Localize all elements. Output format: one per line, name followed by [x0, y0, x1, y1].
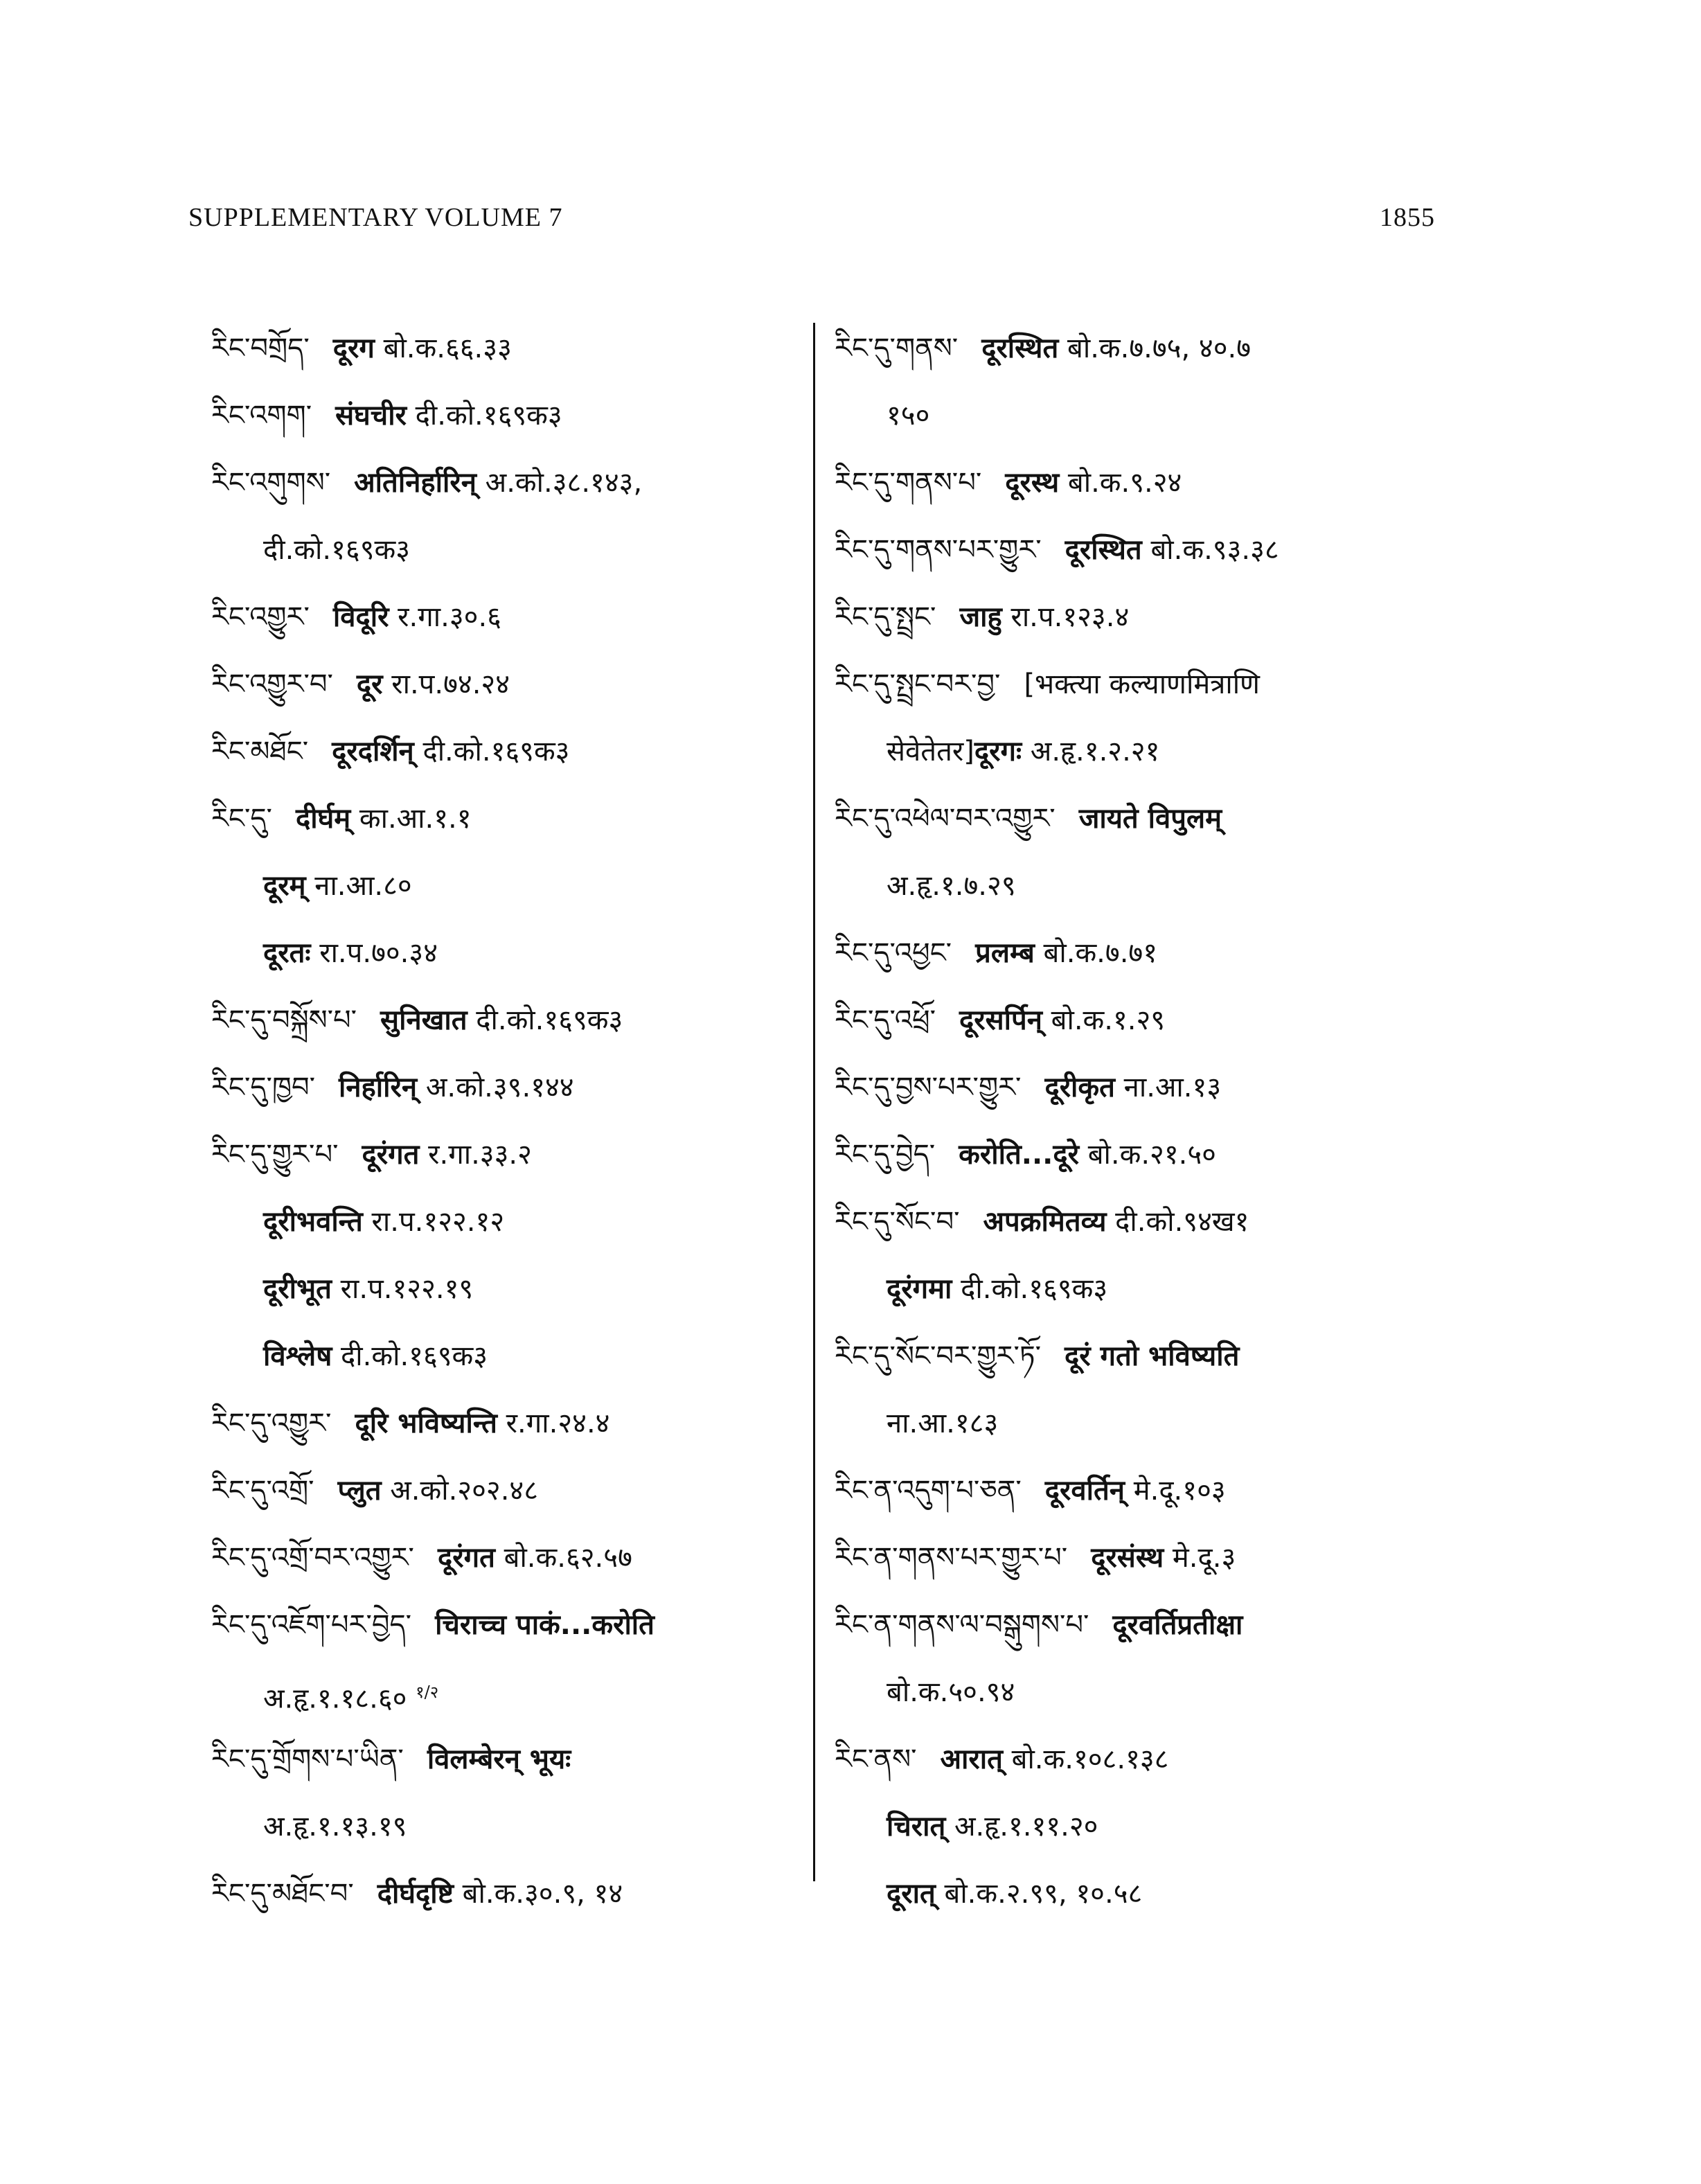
- source-reference: अ.हृ.१.२.२१: [1030, 736, 1160, 767]
- tibetan-headword: རིང་འགྱུར་: [211, 601, 310, 633]
- tibetan-headword: རིང་དུ་ཁྱབ་: [211, 1072, 315, 1103]
- tibetan-headword: རིང་ན་གནས་ལ་བསྒུགས་པ་: [835, 1609, 1089, 1641]
- source-reference: बो.क.२१.५०: [1087, 1139, 1216, 1171]
- tibetan-headword: རིང་དུ་གྲོགས་པ་ཡིན་: [211, 1743, 404, 1775]
- right-column: [835, 315, 1444, 1928]
- source-reference: मे.दू.१०३: [1133, 1475, 1226, 1507]
- tibetan-headword: རིང་དུ་འགྲོ་: [211, 1475, 314, 1507]
- reference-prefix: सेवेतेतर]: [887, 736, 974, 767]
- tibetan-headword: རིང་ན་གནས་པར་གྱུར་པ་: [835, 1542, 1068, 1574]
- source-reference: दी.को.१६९क३: [961, 1273, 1108, 1305]
- source-reference: ना.आ.८०: [314, 870, 412, 902]
- dictionary-entry: [835, 1457, 1444, 1525]
- dictionary-entry: [835, 1726, 1444, 1793]
- dictionary-entry: [835, 315, 1444, 382]
- running-title: SUPPLEMENTARY VOLUME 7: [188, 203, 563, 232]
- sanskrit-equivalent: विश्लेष: [263, 1340, 332, 1372]
- tibetan-headword: རིང་དུ་འཕྲོ་: [835, 1004, 936, 1036]
- sanskrit-equivalent: आरात्: [940, 1743, 1003, 1775]
- sanskrit-equivalent: दीर्घदृष्टि: [377, 1878, 454, 1910]
- sanskrit-equivalent: दूरस्थित: [1065, 534, 1142, 566]
- dictionary-entry: [835, 517, 1444, 584]
- source-reference: दी.को.१६९क३: [415, 400, 562, 432]
- tibetan-headword: རིང་དུ་བྱས་པར་གྱུར་: [835, 1072, 1022, 1103]
- source-reference: अ.हृ.१.७.२९: [887, 870, 1016, 902]
- dictionary-entry: [835, 785, 1444, 853]
- sanskrit-equivalent: दूरवर्तिप्रतीक्षा: [1112, 1609, 1243, 1641]
- sanskrit-equivalent: दूरसंस्थ: [1091, 1542, 1164, 1574]
- dictionary-entry: [835, 1189, 1444, 1256]
- source-reference: १५०: [887, 400, 930, 432]
- source-reference: रा.प.१२३.४: [1010, 601, 1130, 633]
- source-reference: रा.प.१२२.१२: [371, 1206, 505, 1238]
- source-reference: दी.को.१६९क३: [263, 534, 411, 566]
- dictionary-entry: [835, 1121, 1444, 1189]
- sanskrit-equivalent: दूरग: [332, 332, 375, 364]
- sanskrit-equivalent: संघचीर: [335, 400, 407, 432]
- source-reference: बो.क.६६.३३: [383, 332, 512, 364]
- sanskrit-equivalent: दूरस्थ: [1005, 467, 1060, 499]
- sanskrit-equivalent: अतिनिर्हारिन्: [354, 467, 477, 499]
- source-reference: अ.को.३८.१४३,: [485, 467, 643, 499]
- dictionary-entry: [835, 718, 1444, 785]
- dictionary-entry: [835, 1323, 1444, 1390]
- source-reference: रा.प.७४.२४: [391, 668, 510, 700]
- tibetan-headword: རིང་དུ་སྤྲང་བར་བྱ་: [835, 668, 1001, 700]
- source-reference: बो.क.३०.९, १४: [462, 1878, 623, 1910]
- source-reference: बो.क.५०.९४: [887, 1676, 1015, 1708]
- sanskrit-equivalent: दूरं गतो भविष्यति: [1065, 1340, 1240, 1372]
- tibetan-headword: རིང་དུ་མཐོང་བ་: [211, 1878, 354, 1910]
- source-reference: अ.को.२०२.४८: [390, 1475, 539, 1507]
- source-reference: दी.को.१६९क३: [422, 736, 570, 767]
- sanskrit-equivalent: दूरात्: [887, 1878, 936, 1910]
- sanskrit-equivalent: दूरीभूत: [263, 1273, 332, 1305]
- sanskrit-equivalent: दूरंगत: [362, 1139, 420, 1171]
- tibetan-headword: རིང་དུ་སོང་བ་: [835, 1206, 960, 1238]
- dictionary-entry: [835, 1256, 1444, 1323]
- source-reference: ना.आ.१८३: [887, 1408, 999, 1439]
- sanskrit-equivalent: दूरसर्पिन्: [959, 1004, 1042, 1036]
- source-reference: र.गा.२४.४: [506, 1408, 610, 1439]
- dictionary-entry: [835, 1659, 1444, 1726]
- dictionary-entry: [835, 584, 1444, 651]
- sanskrit-equivalent: दूरतः: [263, 937, 311, 969]
- source-reference: ना.आ.१३: [1123, 1072, 1222, 1103]
- tibetan-headword: རིང་དུ་འགྱུར་: [211, 1408, 332, 1439]
- page-header: [188, 202, 1435, 244]
- source-reference: अ.हृ.१.११.२०: [954, 1811, 1098, 1843]
- dictionary-entry: [835, 1592, 1444, 1659]
- sanskrit-equivalent: जायते विपुलम्: [1078, 803, 1222, 835]
- tibetan-headword: རིང་ནས་: [835, 1743, 917, 1775]
- tibetan-headword: རིང་དུ་འཕེལ་བར་འགྱུར་: [835, 803, 1056, 835]
- tibetan-headword: རིང་དུ་: [211, 803, 272, 835]
- source-reference: अ.हृ.१.१८.६०: [263, 1683, 407, 1715]
- sanskrit-equivalent: चिराच्च पाकं...करोति: [435, 1609, 654, 1641]
- source-reference: बो.क.९३.३८: [1150, 534, 1279, 566]
- sanskrit-equivalent: दीर्घम्: [295, 803, 351, 835]
- dictionary-entry: [835, 1054, 1444, 1121]
- sanskrit-equivalent: अपक्रमितव्य: [983, 1206, 1107, 1238]
- sanskrit-equivalent: दूरीकृत: [1044, 1072, 1115, 1103]
- source-reference: बो.क.२.९९, १०.५८: [944, 1878, 1143, 1910]
- sanskrit-equivalent: प्लुत: [337, 1475, 382, 1507]
- source-reference: दी.को.१६९क३: [476, 1004, 623, 1036]
- sanskrit-equivalent: करोति...दूरे: [959, 1139, 1079, 1171]
- dictionary-entry: [835, 920, 1444, 987]
- source-reference: रा.प.७०.३४: [319, 937, 438, 969]
- tibetan-headword: རིང་དུ་འགྲོ་བར་འགྱུར་: [211, 1542, 414, 1574]
- source-reference: [भक्त्या कल्याणमित्राणि: [1024, 668, 1260, 700]
- sanskrit-equivalent: दूरवर्तिन्: [1044, 1475, 1125, 1507]
- source-reference: बो.क.१०८.१३८: [1011, 1743, 1169, 1775]
- tibetan-headword: རིང་དུ་བྱེད་: [835, 1139, 936, 1171]
- tibetan-headword: རིང་དུ་གནས་པར་གྱུར་: [835, 534, 1042, 566]
- sanskrit-equivalent: विदूरि: [332, 601, 389, 633]
- tibetan-headword: རིང་དུ་སོང་བར་གྱུར་ཏོ་: [835, 1340, 1041, 1372]
- dictionary-entry: [835, 450, 1444, 517]
- tibetan-headword: རིང་དུ་བསྐྲོས་པ་: [211, 1004, 357, 1036]
- sanskrit-equivalent: निर्हारिन्: [339, 1072, 418, 1103]
- sanskrit-equivalent: विलम्बेरन् भूयः: [427, 1743, 571, 1775]
- source-reference: बो.क.७.७१: [1043, 937, 1158, 969]
- sanskrit-equivalent: दूरंगमा: [887, 1273, 952, 1305]
- sanskrit-equivalent: दूरगः: [974, 736, 1022, 767]
- source-reference: मे.दू.३: [1172, 1542, 1236, 1574]
- source-reference: दी.को.९४ख१: [1115, 1206, 1249, 1238]
- sanskrit-equivalent: दूरंगत: [437, 1542, 495, 1574]
- source-reference: दी.को.१६९क३: [341, 1340, 488, 1372]
- tibetan-headword: རིང་དུ་གནས་: [835, 332, 959, 364]
- tibetan-headword: རིང་བགྲོད་: [211, 332, 310, 364]
- source-reference: र.गा.३३.२: [428, 1139, 532, 1171]
- tibetan-headword: རིང་དུ་འཕྱང་: [835, 937, 952, 969]
- dictionary-entry: [835, 1861, 1444, 1928]
- source-reference: अ.हृ.१.१३.१९: [263, 1811, 407, 1843]
- fraction: १/२: [416, 1683, 439, 1702]
- dictionary-entry: [835, 651, 1444, 718]
- sanskrit-equivalent: दूरि भविष्यन्ति: [355, 1408, 497, 1439]
- dictionary-entry: [835, 1793, 1444, 1861]
- sanskrit-equivalent: दूरीभवन्ति: [263, 1206, 363, 1238]
- tibetan-headword: རིང་དུ་འཇོག་པར་བྱེད་: [211, 1609, 412, 1641]
- source-reference: बो.क.७.७५, ४०.७: [1067, 332, 1252, 364]
- dictionary-entry: [835, 1390, 1444, 1457]
- sanskrit-equivalent: दूरस्थित: [981, 332, 1059, 364]
- source-reference: रा.प.१२२.१९: [340, 1273, 474, 1305]
- dictionary-entry: [835, 1525, 1444, 1592]
- tibetan-headword: རིང་དུ་གནས་པ་: [835, 467, 982, 499]
- tibetan-headword: རིང་འགྱུར་བ་: [211, 668, 333, 700]
- source-reference: बो.क.६२.५७: [504, 1542, 632, 1574]
- source-reference: अ.को.३९.१४४: [425, 1072, 574, 1103]
- dictionary-entry: [835, 987, 1444, 1054]
- sanskrit-equivalent: दूरम्: [263, 870, 306, 902]
- tibetan-headword: རིང་དུ་སྤྲང་: [835, 601, 936, 633]
- tibetan-headword: རིང་འགུགས་: [211, 467, 331, 499]
- dictionary-entry: [835, 853, 1444, 920]
- tibetan-headword: རིང་འགག་: [211, 400, 312, 432]
- sanskrit-equivalent: जाहु: [959, 601, 1002, 633]
- tibetan-headword: རིང་ན་འདུག་པ་ཅན་: [835, 1475, 1022, 1507]
- page-number: 1855: [1380, 203, 1435, 232]
- sanskrit-equivalent: दूर: [356, 668, 383, 700]
- sanskrit-equivalent: सुनिखात: [380, 1004, 467, 1036]
- source-reference: का.आ.१.१: [359, 803, 472, 835]
- source-reference: र.गा.३०.६: [398, 601, 501, 633]
- sanskrit-equivalent: चिरात्: [887, 1811, 946, 1843]
- sanskrit-equivalent: प्रलम्ब: [975, 937, 1035, 969]
- source-reference: बो.क.९.२४: [1067, 467, 1182, 499]
- sanskrit-equivalent: दूरदर्शिन्: [332, 736, 414, 767]
- dictionary-entry: [835, 382, 1444, 450]
- tibetan-headword: རིང་དུ་གྱུར་པ་: [211, 1139, 339, 1171]
- source-reference: बो.क.१.२९: [1051, 1004, 1166, 1036]
- tibetan-headword: རིང་མཐོང་: [211, 736, 309, 767]
